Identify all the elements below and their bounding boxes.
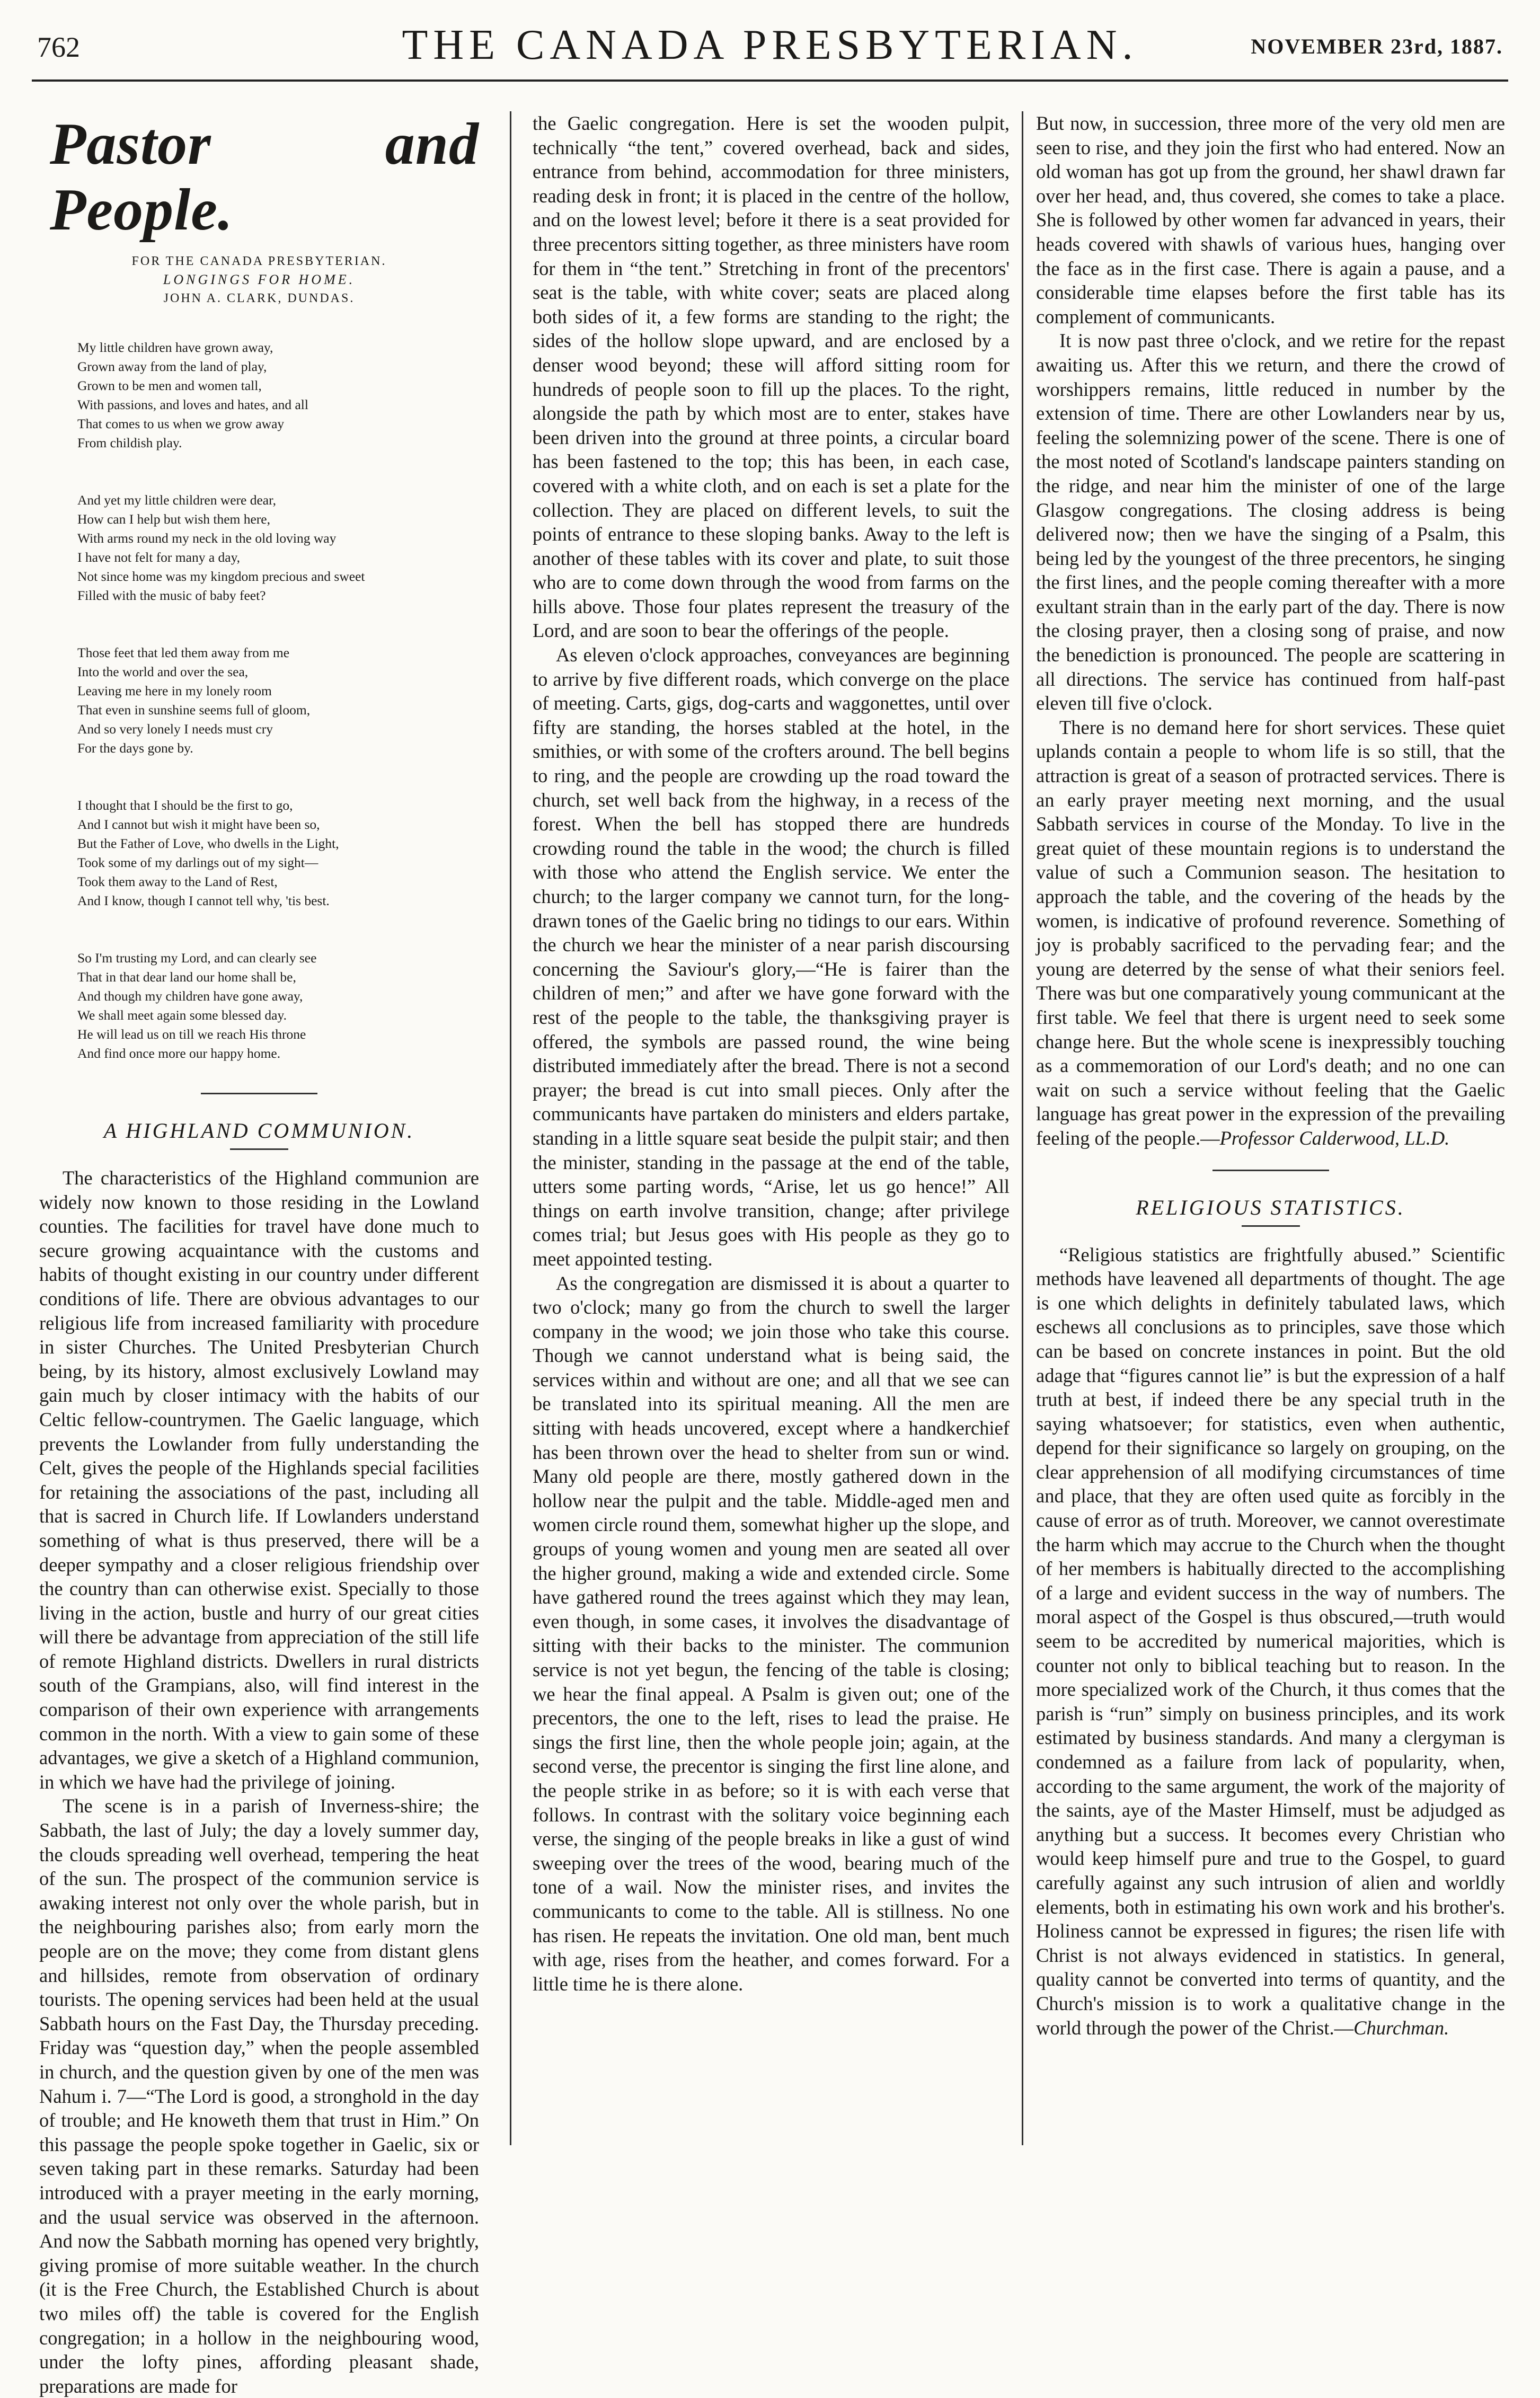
poem-author: JOHN A. CLARK, DUNDAS.	[163, 291, 355, 305]
title-underline	[230, 1148, 288, 1150]
source-signature: Churchman.	[1353, 2016, 1449, 2039]
paragraph-text: “Religious statistics are frightfully abused.” Scientific methods have leavened all departments of thought. The age is one which delights in definitely tabulated laws, which eschews all conclusions as to principles, save those which can be based on concrete instances in point. But the old adage that “figures cannot lie” is but the expression of a half truth at best, if indeed there be any special truth in the saying whatsoever; for statistics, even when authentic, depend for their significance so largely on grouping, on the clear apprehension of all modifying circumstances of time and place, that they are often used quite as forcibly in the cause of error as of truth. Moreover, we cannot overestimate the harm which may accrue to the Church when the thought of her members is habitually directed to the accomplishing of a large and evident success in the way of numbers. The moral aspect of the Gospel is thus obscured,—truth would seem to be accredited by numerical majorities, which is counter not only to biblical teaching but to reason. In the more specialized work of the Church, it thus comes that the parish is “run” simply on business principles, and its work estimated by business standards. And many a clergyman is condemned as a failure from lack of popularity, when, according to the same argument, the work of the majority of the saints, aye of the Master Himself, must be adjudged as anything but a success. It becomes every Christian who would keep himself pure and true to the Gospel, to guard carefully against any such intrusion of alien and worldly elements, both in estimating his own work and his brother's. Holiness cannot be expressed in figures; the risen life with Christ is not always evidenced in statistics. In general, quality cannot be converted into terms of quantity, and the Church's mission is to work a qualitative change in the world through the power of the Christ.—	[1036, 1243, 1505, 2039]
column-1	[39, 111, 479, 2397]
article-paragraph: As eleven o'clock approaches, conveyances are beginning to arrive by five different roads, which converge on the place of meeting. Carts, gigs, dog-carts and waggonettes, until over fifty are standing, the horses stabled at the hotel, in the smithies, or with some of the crofters around. The bell begins to ring, and the people are crowding up the road toward the church, set well back from the highway, in a recess of the forest. When the bell has stopped there are hundreds crowding round the table in the wood; the church is filled with those who attend the English service. We enter the church; to the larger company we cannot turn, for the long-drawn tones of the Gaelic bring no tidings to our ears. Within the church we hear the minister of a near parish discoursing concerning the Saviour's glory,—“He is fairer than the children of men;” and after we have gone forward with the rest of the people to the table, the thanksgiving prayer is offered, the symbols are passed round, the wine being distributed immediately after the bread. There is not a second prayer; the bread is cut into small pieces. Only after the communicants have partaken do ministers and elders partake, standing in a little square seat beside the pulpit stair; and then the minister, standing in the passage at the end of the table, utters some parting words, “Arise, let us go hence!” All things on earth involve transition, change; after privilege comes trial; but Jesus goes with His people as they go to meet appointed testing.	[533, 644, 1010, 1270]
section-divider	[1212, 1170, 1329, 1171]
page-header	[0, 0, 1540, 68]
article-paragraph: The scene is in a parish of Inverness-shire; the Sabbath, the last of July; the day a lovely summer day, the clouds spreading well overhead, tempering the heat of the sun. The prospect of the communion service is awaking interest not only over the whole parish, but in the neighbouring parishes also; from early morn the people are on the move; they come from distant glens and hillsides, remote from observation of ordinary tourists. The opening services had been held at the usual Sabbath hours on the Fast Day, the Thursday preceding. Friday was “question day,” when the people assembled in church, and the question given by one of the men was Nahum i. 7—“The Lord is good, a stronghold in the day of trouble; and He knoweth them that trust in Him.” On this passage the people spoke together in Gaelic, six or seven taking part in these remarks. Saturday had been introduced with a prayer meeting in the early morning, and the usual service was observed in the afternoon. And now the Sabbath morning has opened very brightly, giving promise of more suitable weather. In the church (it is the Free Church, the Established Church is about two miles off) the table is covered for the English congregation; in a hollow in the neighbouring wood, under the lofty pines, affording pleasant shade, preparations are made for	[39, 1795, 479, 2397]
article-paragraph	[1036, 1243, 1505, 2040]
section-divider	[201, 1093, 317, 1094]
poem-title: LONGINGS FOR HOME.	[163, 272, 356, 287]
column-2	[533, 111, 1010, 2145]
column-3	[1036, 111, 1505, 2145]
header-rule	[32, 79, 1508, 82]
paragraph-text: There is no demand here for short services. These quiet uplands contain a people to whom life is so still, that the attraction is great of a season of protracted services. There is an early prayer meeting next morning, and the usual Sabbath services in course of the Monday. To live in the great quiet of these mountain regions is to understand the value of such a Communion season. The hesitation to approach the table, and the covering of the heads by the women, is indicative of profound reverence. Something of joy is probably sacrificed to the pervading fear; and the young are deterred by the sense of what their seniors feel. There was but one comparatively young communicant at the first table. We feel that there is urgent need to seek some change here. But the whole scene is inexpressibly touching as a commemoration of our Lord's death; and no one can wait on such a service without feeling that the Gaelic language has great power in the expression of the prevailing feeling of the people.—	[1036, 716, 1505, 1149]
section-title: RELIGIOUS STATISTICS.	[1136, 1195, 1405, 1219]
poem-stanza: Those feet that led them away from me Into the world and over the sea, Leaving me here in my lonely room That even in sunshine seems full of gloom, And so very lonely I needs must cry For the days gone by.	[77, 645, 311, 756]
article-paragraph: It is now past three o'clock, and we retire for the repast awaiting us. After this we return, and there the crowd of worshippers remains, little reduced in number by the extension of time. There are other Lowlanders near by us, feeling the solemnizing power of the scene. There is one of the most noted of Scotland's landscape painters standing on the ridge, and near him the minister of one of the large Glasgow congregations. The closing address is being delivered now; then we have the singing of a Psalm, this being led by the youngest of the three precentors, he singing the first lines, and the people coming thereafter with a more exultant strain than in the early part of the day. There is now the closing prayer, then a closing song of praise, and now the benediction is pronounced. The people are scattering in all directions. The service has continued from half-past eleven till five o'clock.	[1036, 330, 1505, 714]
article-paragraph	[1036, 715, 1505, 1151]
masthead: THE CANADA PRESBYTERIAN.	[402, 22, 1138, 68]
article-paragraph: the Gaelic congregation. Here is set the wooden pulpit, technically “the tent,” covered overhead, back and sides, entrance from behind, accommodation for three ministers, reading desk in front; it is placed in the centre of the hollow, and on the lowest level; before it there is a seat provided for three precentors sitting together, as three ministers have room for them in “the tent.” Stretching in front of the precentors' seat is the table, with white cover; seats are placed along both sides of it, a few forms are standing to the right; the sides of the hollow slope upward, and are enclosed by a denser wood beyond; these will afford sitting room for hundreds of people soon to fill up the places. To the right, alongside the path by which most are to enter, stakes have been driven into the ground at three points, a circular board has been fastened to the top; this has been, in each case, covered with a white cloth, and on each is set a plate for the collection. They are placed on different levels, to suit the points of entrance to these sloping banks. Away to the left is another of these tables with its cover and plate, to suit those who are to come down through the wood from farms on the hills above. Those four plates represent the treasury of the Lord, and are soon to bear the offerings of the people.	[533, 112, 1010, 642]
issue-date: NOVEMBER 23rd, 1887.	[1251, 34, 1503, 58]
department-title: Pastor and People.	[50, 111, 479, 243]
poem-stanza: And yet my little children were dear, How can I help but wish them here, With arms round my neck in the old loving way I have not felt for many a day, Not since home was my kingdom precious and sweet Filled with the music of baby feet?	[77, 492, 365, 603]
article-paragraph: The characteristics of the Highland communion are widely now known to those residing in the Lowland counties. The facilities for travel have done much to secure growing acquaintance with the customs and habits of thought existing in our country under different conditions of life. There are obvious advantages to our religious life from increased familiarity with procedure in sister Churches. The United Presbyterian Church being, by its history, almost exclusively Lowland may gain much by closer intimacy with the habits of our Celtic fellow-countrymen. The Gaelic language, which prevents the Lowlander from fully understanding the Celt, gives the people of the Highlands special facilities for retaining the associations of the past, including all that is sacred in Church life. If Lowlanders understand something of what is thus preserved, there will be a deeper sympathy and a closer religious friendship over the country than can otherwise exist. Specially to those living in the action, bustle and hurry of our great cities will there be advantage from appreciation of the still life of remote Highland districts. Dwellers in rural districts south of the Grampians, also, will find interest in the comparison of their own experience with arrangements common in the north. With a view to gain some of these advantages, we give a sketch of a Highland communion, in which we have had the privilege of joining.	[39, 1167, 479, 1793]
column-divider	[510, 111, 511, 2145]
poem	[77, 319, 479, 1082]
column-divider	[1022, 111, 1023, 2145]
section-title: A HIGHLAND COMMUNION.	[103, 1119, 415, 1143]
for-line: FOR THE CANADA PRESBYTERIAN.	[131, 254, 387, 268]
article-paragraph: But now, in succession, three more of the very old men are seen to rise, and they join the first who had entered. Now an old woman has got up from the ground, her shawl drawn far over her head, and, thus covered, she comes to take a place. She is followed by other women far advanced in years, their heads covered with shawls of various hues, hanging over the face as in the first case. There is again a pause, and a considerable time elapses before the first table has its complement of communicants.	[1036, 112, 1505, 328]
poem-stanza: So I'm trusting my Lord, and can clearly see That in that dear land our home shall be, And though my children have gone away, We shall meet again some blessed day. He will lead us on till we reach His throne And find once more our happy home.	[77, 950, 317, 1061]
page-number: 762	[37, 31, 80, 63]
author-signature: Professor Calderwood, LL.D.	[1219, 1127, 1450, 1149]
poem-stanza: I thought that I should be the first to go, And I cannot but wish it might have been so, But the Father of Love, who dwells in the Light, Took some of my darlings out of my sight— Took them away to the Land of Rest, And I know, though I cannot tell why, 'tis best.	[77, 798, 339, 908]
poem-stanza: My little children have grown away, Grown away from the land of play, Grown to be men and women tall, With passions, and loves and hates, and all That comes to us when we grow away From childish play.	[77, 340, 308, 450]
title-underline	[1242, 1225, 1300, 1227]
article-paragraph: As the congregation are dismissed it is about a quarter to two o'clock; many go from the church to swell the larger company in the wood; we join those who take this course. Though we cannot understand what is being said, the services within and without are one; and all that we see can be translated into its spiritual meaning. All the men are sitting with heads uncovered, except where a handkerchief has been thrown over the head to shelter from sun or wind. Many old people are there, mostly gathered down in the hollow near the pulpit and the table. Middle-aged men and women circle round them, somewhat higher up the slope, and groups of young women and young men are seated all over the higher ground, making a wide and extended circle. Some have gathered round the trees against which they may lean, even though, in some cases, it involves the disadvantage of sitting with their backs to the minister. The communion service is not yet begun, the fencing of the table is closing; we hear the final appeal. A Psalm is given out; one of the precentors, the one to the left, rises to lead the praise. He sings the first line, then the whole people join; again, at the second verse, the precentor is singing the first line alone, and the people strike in as before; so it is with each verse that follows. In contrast with the solitary voice beginning each verse, the singing of the people breaks in like a gust of wind sweeping over the trees of the wood, bearing much of the tone of a wail. Now the minister rises, and invites the communicants to come to the table. All is stillness. No one has risen. He repeats the invitation. One old man, bent much with age, rises from the heather, and comes forward. For a little time he is there alone.	[533, 1272, 1010, 1995]
